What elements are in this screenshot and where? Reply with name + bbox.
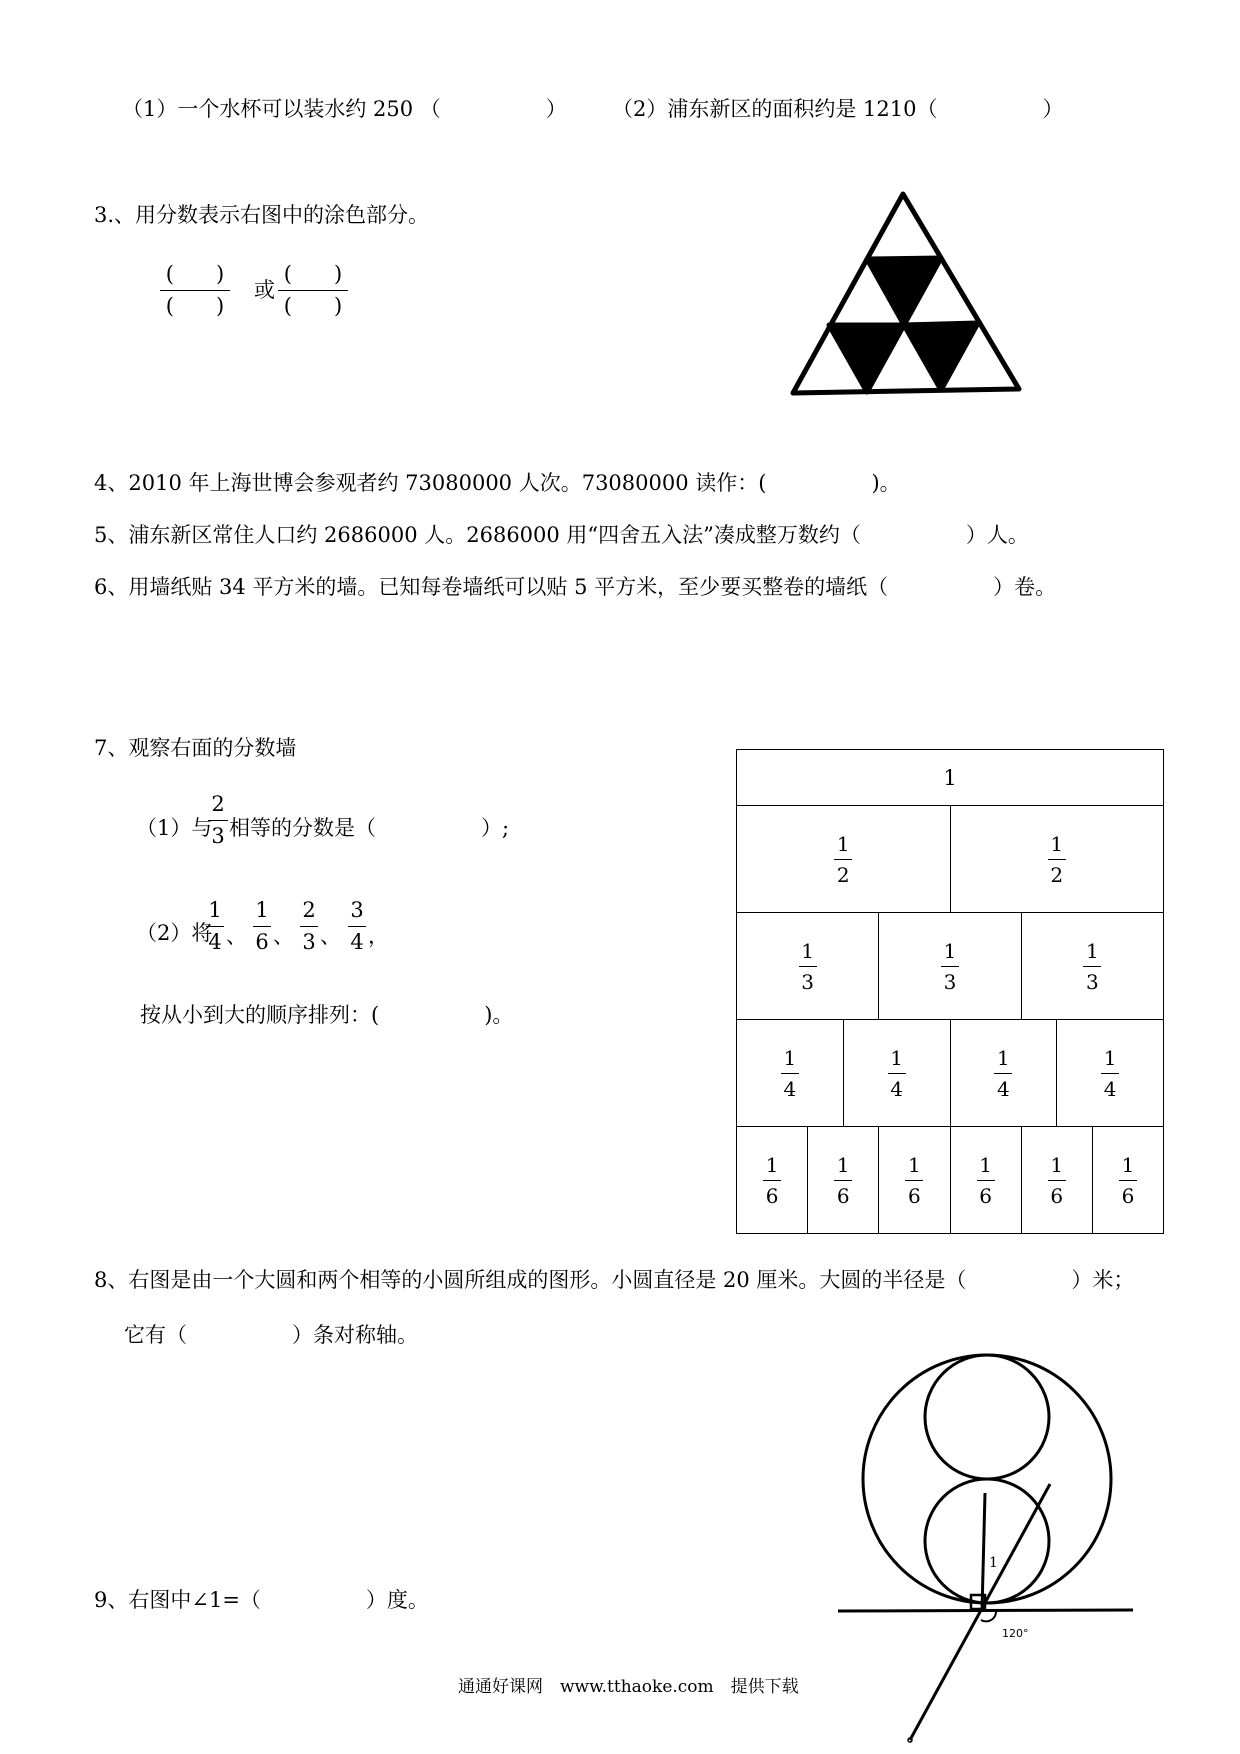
q7-part2-line2: 按从小到大的顺序排列：( )。 (140, 1003, 514, 1027)
q4-text: 4、2010 年上海世博会参观者约 73080000 人次。73080000 读作：( )。 (94, 471, 901, 495)
fraction-denominator: 2 (1050, 862, 1064, 887)
fraction-wall-fraction (1119, 1152, 1137, 1208)
small-circle-bottom (925, 1479, 1049, 1603)
fraction-wall (736, 749, 1164, 1234)
q7-part2-sep-2: 、 (273, 924, 294, 948)
fraction-wall-fraction (1101, 1045, 1119, 1101)
fraction-wall-fraction (1083, 938, 1101, 994)
fraction-wall-fraction (834, 1152, 852, 1208)
q2-part1: （1）一个水杯可以装水约 250 （ ） (122, 97, 567, 121)
fraction-wall-cell (879, 1127, 950, 1233)
fraction-numerator: 1 (801, 938, 815, 963)
fraction-wall-cell (737, 750, 1163, 805)
q7-part1-fraction: 2 3 (208, 794, 228, 847)
big-circle (863, 1355, 1111, 1603)
fraction-denominator: 4 (783, 1076, 797, 1101)
fraction-wall-cell (737, 806, 951, 912)
fraction-denominator: 2 (836, 862, 850, 887)
fraction-numerator: 1 (1121, 1152, 1135, 1177)
slanted-line (910, 1484, 1050, 1740)
q7-part2-sep-3: 、 (320, 924, 341, 948)
q8-line2: 它有（ ）条对称轴。 (124, 1323, 418, 1347)
fraction-numerator: 1 (1085, 938, 1099, 963)
fraction-numerator: 1 (890, 1045, 903, 1070)
fraction-denominator: 4 (890, 1076, 903, 1101)
fraction-wall-fraction (799, 938, 817, 994)
fraction-wall-fraction (1048, 831, 1066, 887)
fraction-numerator: 1 (1050, 1152, 1064, 1177)
fraction-numerator: 1 (1103, 1045, 1117, 1070)
fraction-wall-fraction (994, 1045, 1012, 1101)
fraction-wall-cell (844, 1020, 951, 1126)
fraction-wall-cell (951, 806, 1164, 912)
fraction-wall-cell (879, 913, 1021, 1019)
fraction-wall-cell (737, 1127, 808, 1233)
q7-part2-fraction-3: 2 3 (300, 900, 318, 953)
fraction-numerator: 1 (1050, 831, 1064, 856)
fraction-wall-fraction (781, 1045, 799, 1101)
q9-text: 9、右图中∠1=（ ）度。 (94, 1588, 429, 1612)
q7-part2-sep-4: ， (368, 924, 389, 948)
fraction-wall-row-thirds (737, 913, 1163, 1020)
fraction-denominator: 4 (1103, 1076, 1117, 1101)
fraction-numerator: 1 (783, 1045, 797, 1070)
fraction-wall-cell (737, 913, 879, 1019)
fraction-wall-row-halves (737, 806, 1163, 913)
fraction-wall-fraction (834, 831, 852, 887)
line-end-dot (908, 1738, 912, 1742)
fraction-numerator: 1 (765, 1152, 779, 1177)
fraction-wall-fraction (905, 1152, 923, 1208)
fraction-wall-cell (1022, 913, 1163, 1019)
q3-blank-fraction-2: ( ) ( ) (278, 264, 348, 317)
fraction-wall-row-whole (737, 750, 1163, 806)
vertical-line (982, 1493, 985, 1611)
fraction-denominator: 3 (801, 969, 815, 994)
fraction-denominator: 6 (979, 1183, 992, 1208)
footer-text: 通通好课网 www.tthaoke.com 提供下载 (458, 1677, 799, 1697)
fraction-wall-fraction (888, 1045, 906, 1101)
fraction-denominator: 6 (765, 1183, 779, 1208)
fraction-numerator: 1 (979, 1152, 992, 1177)
fraction-denominator: 6 (1121, 1183, 1135, 1208)
fraction-wall-cell (737, 1020, 844, 1126)
fraction-numerator: 1 (908, 1152, 921, 1177)
fraction-denominator: 3 (1085, 969, 1099, 994)
angle-1-label: 1 (989, 1555, 998, 1571)
q7-part2-sep-1: 、 (226, 924, 247, 948)
fraction-wall-row-sixths (737, 1127, 1163, 1233)
small-circle-top (925, 1355, 1049, 1479)
fraction-numerator: 1 (943, 938, 957, 963)
q7-part1-suffix: 相等的分数是（ ）; (229, 816, 510, 840)
fraction-denominator: 4 (997, 1076, 1010, 1101)
q3-text: 3.、用分数表示右图中的涂色部分。 (94, 203, 430, 227)
q3-or: 或 (254, 278, 275, 302)
fraction-wall-fraction (763, 1152, 781, 1208)
fraction-wall-fraction (941, 938, 959, 994)
q7-part2-fraction-4: 3 4 (348, 900, 366, 953)
fraction-denominator: 6 (836, 1183, 850, 1208)
q8-line1: 8、右图是由一个大圆和两个相等的小圆所组成的图形。小圆直径是 20 厘米。大圆的半径是（ ）米； (94, 1268, 1135, 1292)
q7-part2-fraction-2: 1 6 (253, 900, 271, 953)
fraction-wall-fraction (977, 1152, 995, 1208)
fraction-wall-row-quarters (737, 1020, 1163, 1127)
angle-arc (981, 1610, 996, 1621)
fraction-denominator: 6 (908, 1183, 921, 1208)
fraction-wall-cell (808, 1127, 879, 1233)
angle-120-label: 120° (1002, 1627, 1029, 1640)
fraction-wall-fraction (1048, 1152, 1066, 1208)
q7-title: 7、观察右面的分数墙 (94, 736, 297, 760)
fraction-numerator: 1 (997, 1045, 1010, 1070)
right-angle-mark (971, 1595, 985, 1609)
q7-part2-fraction-1: 1 4 (206, 900, 224, 953)
fraction-wall-cell (951, 1020, 1058, 1126)
fraction-numerator: 1 (836, 1152, 850, 1177)
horizontal-line (838, 1610, 1133, 1611)
q6-text: 6、用墙纸贴 34 平方米的墙。已知每卷墙纸可以贴 5 平方米，至少要买整卷的墙纸（ ）卷。 (94, 575, 1057, 599)
fraction-numerator: 1 (836, 831, 850, 856)
fraction-wall-cell (1057, 1020, 1163, 1126)
triangle-drawing (793, 194, 1019, 393)
fraction-denominator: 6 (1050, 1183, 1064, 1208)
fraction-wall-cell (951, 1127, 1022, 1233)
q2-part2: （2）浦东新区的面积约是 1210（ ） (612, 97, 1064, 121)
q7-part2-prefix: （2）将 (136, 921, 213, 945)
fraction-wall-cell (1022, 1127, 1093, 1233)
q5-text: 5、浦东新区常住人口约 2686000 人。2686000 用“四舍五入法”凑成整万数约（ ）人。 (94, 523, 1029, 547)
q3-blank-fraction-1: ( ) ( ) (160, 264, 230, 317)
fraction-wall-whole-label: 1 (943, 765, 957, 790)
fraction-denominator: 3 (943, 969, 957, 994)
q7-part1-prefix: （1）与 (136, 816, 213, 840)
fraction-wall-cell (1093, 1127, 1163, 1233)
